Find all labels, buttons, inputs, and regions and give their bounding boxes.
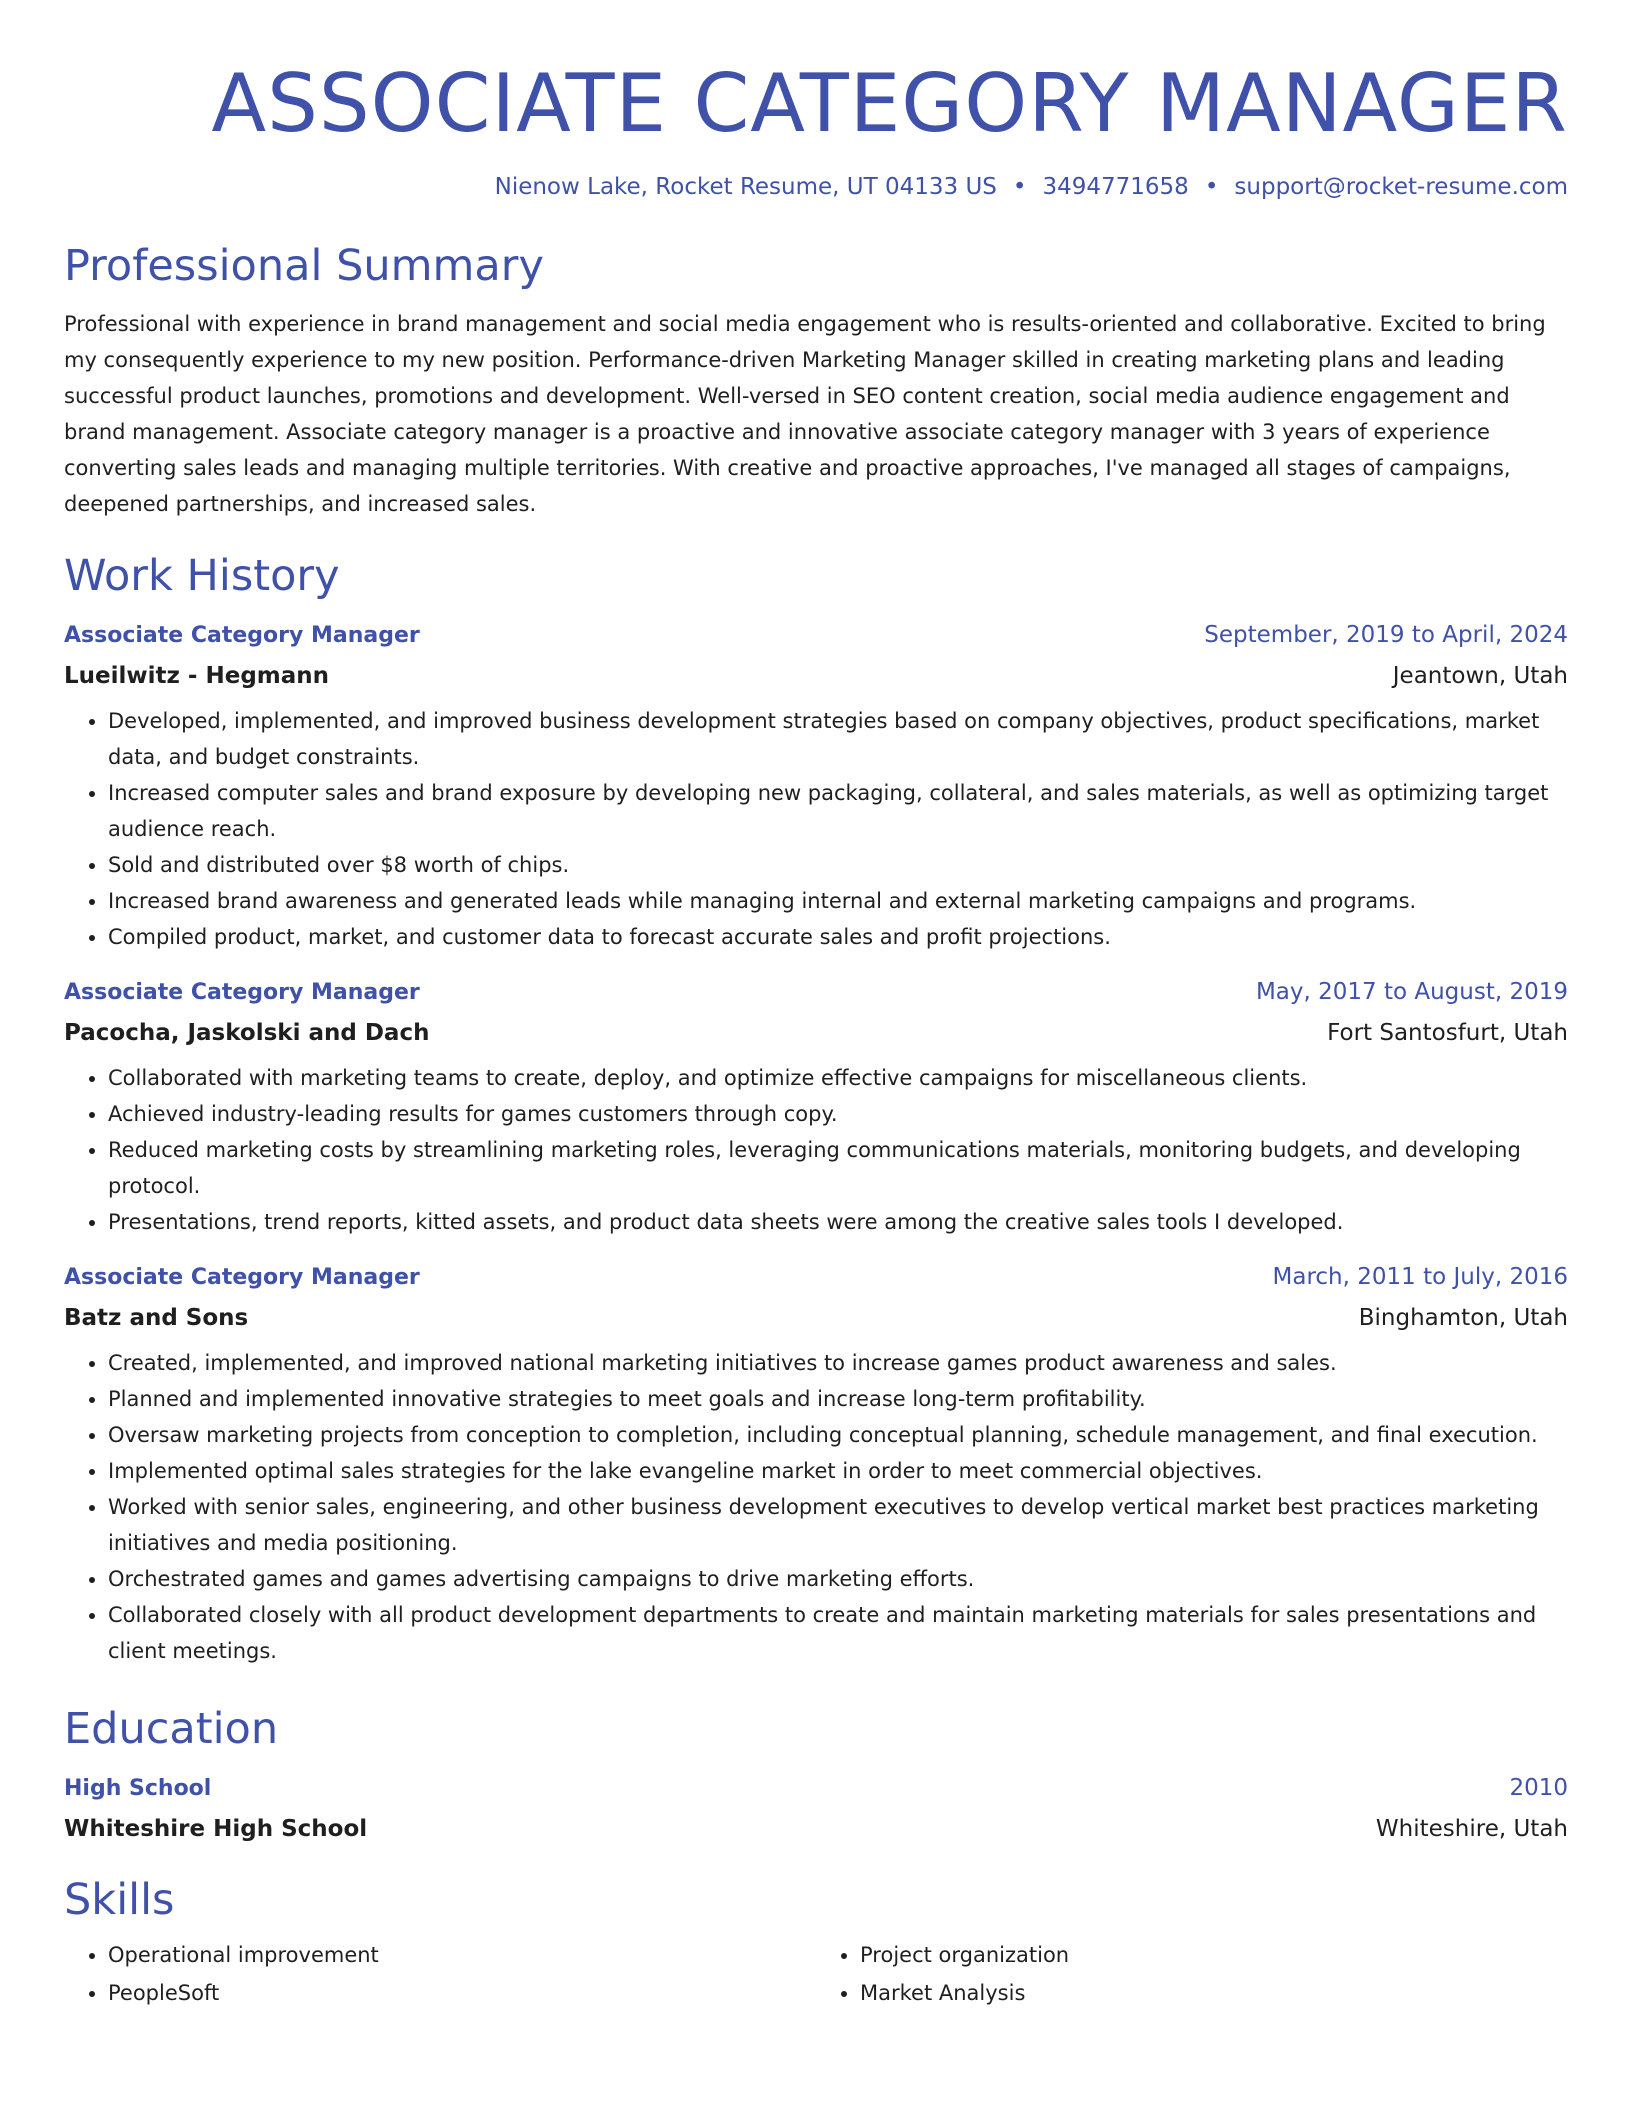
skills-column-right bbox=[816, 1936, 1568, 2012]
job-bullet: • Developed, implemented, and improved business development strategies based on company objectives, product specifications, market data, and budget constraints. bbox=[108, 703, 1568, 775]
skill-item: • PeopleSoft bbox=[108, 1974, 816, 2012]
job-bullets bbox=[64, 1345, 1568, 1669]
job-title: Associate Category Manager bbox=[64, 1265, 420, 1290]
job-location: Binghamton, Utah bbox=[1358, 1305, 1568, 1331]
job-bullet: • Worked with senior sales, engineering, and other business development executives to develop vertical market best practices marketing initiatives and media positioning. bbox=[108, 1489, 1568, 1561]
education-entry bbox=[64, 1773, 1568, 1844]
job-company: Batz and Sons bbox=[64, 1305, 249, 1331]
job-bullets bbox=[64, 1060, 1568, 1240]
job-company: Pacocha, Jaskolski and Dach bbox=[64, 1020, 430, 1046]
contact-address: Nienow Lake, Rocket Resume, UT 04133 US bbox=[494, 174, 997, 200]
job-bullet: • Orchestrated games and games advertising campaigns to drive marketing efforts. bbox=[108, 1561, 1568, 1597]
job-bullet: • Increased brand awareness and generated leads while managing internal and external marketing campaigns and programs. bbox=[108, 883, 1568, 919]
job-bullet: • Compiled product, market, and customer data to forecast accurate sales and profit projections. bbox=[108, 919, 1568, 955]
job-bullet: • Collaborated closely with all product development departments to create and maintain marketing materials for sales presentations and client meetings. bbox=[108, 1597, 1568, 1669]
education-heading: Education bbox=[64, 1704, 279, 1754]
contact-line bbox=[64, 172, 1568, 202]
education-location: Whiteshire, Utah bbox=[1375, 1816, 1568, 1842]
job-location: Jeantown, Utah bbox=[1392, 663, 1568, 689]
summary-heading: Professional Summary bbox=[64, 241, 544, 291]
skill-item: • Operational improvement bbox=[108, 1936, 816, 1974]
job-location: Fort Santosfurt, Utah bbox=[1327, 1020, 1568, 1046]
job-company: Lueilwitz - Hegmann bbox=[64, 663, 330, 689]
contact-separator: • bbox=[1012, 174, 1027, 200]
job-entry bbox=[64, 977, 1568, 1240]
education-degree: High School bbox=[64, 1776, 212, 1801]
candidate-name: ASSOCIATE CATEGORY MANAGER bbox=[211, 57, 1568, 150]
job-bullet: • Created, implemented, and improved national marketing initiatives to increase games product awareness and sales. bbox=[108, 1345, 1568, 1381]
skills-list bbox=[64, 1936, 1568, 2012]
job-bullet: • Reduced marketing costs by streamlining marketing roles, leveraging communications materials, monitoring budgets, and developing protocol. bbox=[108, 1132, 1568, 1204]
summary-text: Professional with experience in brand management and social media engagement who is results-oriented and collaborative. Excited to bring my consequently experience to my new position. Performance-driven Marketing Manager skilled in creating marketing plans and leading successful product launches, promotions and development. Well-versed in SEO content creation, social media audience engagement and brand management. Associate category manager is a proactive and innovative associate category manager with 3 years of experience converting sales leads and managing multiple territories. With creative and proactive approaches, I've managed all stages of campaigns, deepened partnerships, and increased sales. bbox=[64, 312, 1546, 516]
job-bullet: • Collaborated with marketing teams to create, deploy, and optimize effective campaigns for miscellaneous clients. bbox=[108, 1060, 1568, 1096]
skill-item: • Market Analysis bbox=[860, 1974, 1568, 2012]
job-bullets bbox=[64, 703, 1568, 955]
job-bullet: • Increased computer sales and brand exposure by developing new packaging, collateral, and sales materials, as well as optimizing target audience reach. bbox=[108, 775, 1568, 847]
education-school: Whiteshire High School bbox=[64, 1816, 368, 1842]
contact-phone: 3494771658 bbox=[1042, 174, 1189, 200]
job-bullet: • Planned and implemented innovative strategies to meet goals and increase long-term profitability. bbox=[108, 1381, 1568, 1417]
skill-item: • Project organization bbox=[860, 1936, 1568, 1974]
job-bullet: • Oversaw marketing projects from conception to completion, including conceptual planning, schedule management, and final execution. bbox=[108, 1417, 1568, 1453]
job-title: Associate Category Manager bbox=[64, 623, 420, 648]
job-bullet: • Implemented optimal sales strategies for the lake evangeline market in order to meet commercial objectives. bbox=[108, 1453, 1568, 1489]
job-bullet: • Sold and distributed over $8 worth of chips. bbox=[108, 847, 1568, 883]
job-title: Associate Category Manager bbox=[64, 980, 420, 1005]
skills-heading: Skills bbox=[64, 1875, 175, 1925]
job-dates: September, 2019 to April, 2024 bbox=[1204, 622, 1568, 648]
contact-email[interactable]: support@rocket-resume.com bbox=[1234, 174, 1568, 200]
job-entry bbox=[64, 620, 1568, 955]
job-dates: May, 2017 to August, 2019 bbox=[1255, 979, 1568, 1005]
job-bullet: • Presentations, trend reports, kitted assets, and product data sheets were among the creative sales tools I developed. bbox=[108, 1204, 1568, 1240]
education-year: 2010 bbox=[1509, 1775, 1568, 1801]
skills-column-left bbox=[64, 1936, 816, 2012]
job-dates: March, 2011 to July, 2016 bbox=[1272, 1264, 1568, 1290]
contact-separator: • bbox=[1204, 174, 1219, 200]
work-history-heading: Work History bbox=[64, 551, 340, 601]
job-entry bbox=[64, 1262, 1568, 1669]
job-bullet: • Achieved industry-leading results for games customers through copy. bbox=[108, 1096, 1568, 1132]
